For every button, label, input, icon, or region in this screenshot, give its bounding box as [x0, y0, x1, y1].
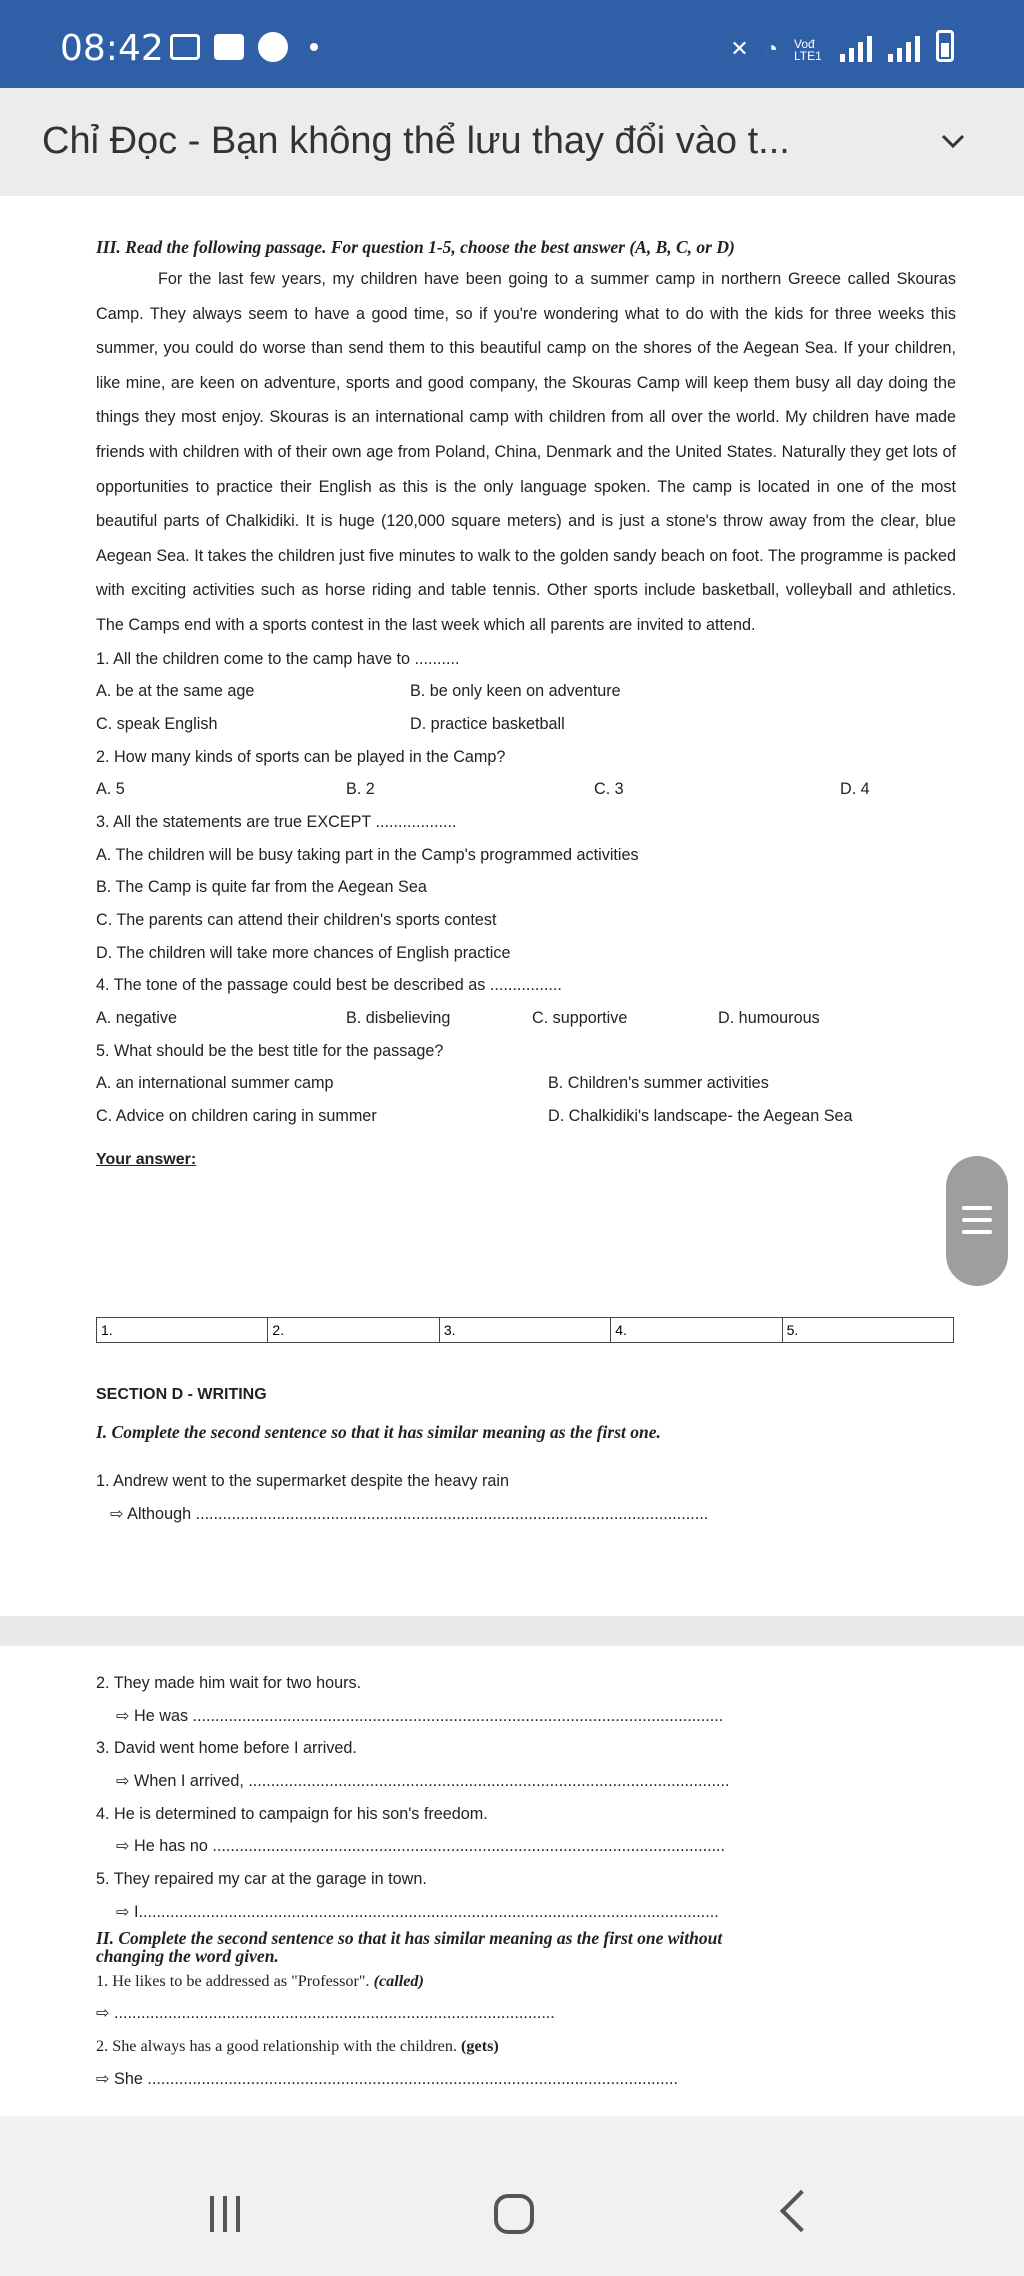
question-2-options — [96, 773, 956, 806]
option-1b: B. be only keen on adventure — [410, 682, 621, 701]
notification-icons — [170, 32, 318, 62]
battery-icon — [936, 30, 954, 62]
writing-q5-answer-line: ⇨ I................................................................................................................................. — [116, 1902, 719, 1921]
answer-cell-4: 4. — [611, 1318, 782, 1342]
writing-p2-q1-word: (called) — [373, 1971, 424, 1990]
option-5d: D. Chalkidiki's landscape- the Aegean Sea — [548, 1107, 853, 1126]
status-bar — [0, 0, 1024, 88]
writing-p2-q1 — [96, 1965, 956, 1998]
writing-q2-answer-line: ⇨ He was ...................................................................................................................... — [116, 1706, 724, 1725]
option-3d: D. The children will take more chances of English practice — [96, 943, 511, 962]
question-4: 4. The tone of the passage could best be described as ................ — [96, 976, 562, 995]
signal-2-icon — [888, 34, 920, 62]
signal-icon — [840, 34, 872, 62]
answer-cell-1: 1. — [97, 1318, 268, 1342]
option-2a: A. 5 — [96, 780, 125, 799]
writing-q3-answer-line: ⇨ When I arrived, ........................................................................................................... — [116, 1772, 730, 1791]
question-3: 3. All the statements are true EXCEPT .................. — [96, 812, 457, 831]
option-3c: C. The parents can attend their children's sports contest — [96, 911, 497, 930]
clock: 08:42 — [60, 28, 164, 69]
writing-q2: 2. They made him wait for two hours. — [96, 1674, 362, 1692]
option-5b: B. Children's summer activities — [548, 1074, 769, 1093]
writing-q4: 4. He is determined to campaign for his son's freedom. — [96, 1804, 488, 1823]
writing-q4-answer-line: ⇨ He has no .................................................................................................................. — [116, 1837, 726, 1856]
reading-instruction: III. Read the following passage. For question 1-5, choose the best answer (A, B, C, or D) — [96, 237, 735, 257]
network-label: Vođ LTE1 — [794, 37, 822, 63]
question-5-options-cd — [96, 1100, 956, 1133]
option-1d: D. practice basketball — [410, 714, 565, 733]
writing-part2-instruction: II. Complete the second sentence so that it has similar meaning as the first one without — [96, 1927, 723, 1948]
reading-passage: For the last few years, my children have been going to a summer camp in northern Greece called Skouras Camp. They always seem to have a good time, so if you're wondering what to do with the kids for three weeks this summer, you could do worse than send them to this beautiful camp on the shores of the Aegean Sea. If your children, like mine, are keen on adventure, sports and good company, the Skouras Camp will keep them busy all day doing the things they most enjoy. Skouras is an international camp with children from all over the world. My children have made friends with children with of their own age from Poland, China, Denmark and the United States. Naturally they get lots of opportunities to practice their English as this is the only language spoken. The camp is located in one of the most beautiful parts of Chalkidiki. It is huge (120,000 square meters) and is just a stone's throw away from the clear, blue Aegean Sea. It takes the children just five minutes to walk to the golden sandy beach on foot. The programme is packed with exciting activities such as horse riding and table tennis. Other sports include basketball, volleyball and athletics. The Camps end with a sports contest in the last week which all parents are invited to attend. — [96, 270, 956, 634]
home-icon[interactable] — [494, 2194, 534, 2234]
writing-section-title: SECTION D - WRITING — [96, 1386, 267, 1403]
recents-icon[interactable] — [210, 2196, 240, 2232]
writing-p2-q1-answer-line: ⇨ .................................................................................................. — [96, 2004, 555, 2023]
banner-title: Chỉ Đọc - Bạn không thể lưu thay đổi vào t... — [42, 120, 790, 162]
more-notifications-icon — [310, 43, 318, 51]
writing-q1: 1. Andrew went to the supermarket despite the heavy rain — [96, 1472, 510, 1490]
facebook-icon — [258, 32, 288, 62]
question-1: 1. All the children come to the camp have to .......... — [96, 649, 460, 668]
option-2b: B. 2 — [346, 780, 375, 799]
writing-q1-answer-line: ⇨ Although .................................................................................................................. — [110, 1504, 709, 1523]
answer-table — [96, 1317, 954, 1343]
option-4b: B. disbelieving — [346, 1009, 451, 1028]
writing-q5: 5. They repaired my car at the garage in town. — [96, 1870, 427, 1889]
option-4d: D. humourous — [718, 1009, 820, 1028]
writing-p2-q2 — [96, 2030, 956, 2063]
wifi-icon: ◔ — [764, 36, 778, 61]
mute-icon: ✕ — [730, 36, 749, 61]
answer-cell-2: 2. — [268, 1318, 439, 1342]
option-5c: C. Advice on children caring in summer — [96, 1107, 377, 1126]
option-5a: A. an international summer camp — [96, 1074, 334, 1093]
question-1-options-ab — [96, 675, 956, 708]
writing-p2-q2-word: (gets) — [461, 2036, 499, 2055]
reading-section — [96, 237, 956, 1169]
writing-p2-q1-text: 1. He likes to be addressed as "Professor". — [96, 1971, 370, 1990]
writing-part2-instruction-cont: changing the word given. — [96, 1945, 279, 1966]
option-3b: B. The Camp is quite far from the Aegean Sea — [96, 878, 427, 897]
question-1-options-cd — [96, 708, 956, 741]
question-2: 2. How many kinds of sports can be played in the Camp? — [96, 747, 506, 766]
system-icons — [730, 30, 954, 62]
option-2d: D. 4 — [840, 780, 870, 799]
writing-part1-instruction: I. Complete the second sentence so that it has similar meaning as the first one. — [96, 1422, 661, 1442]
writing-section — [96, 1386, 956, 1530]
option-1c: C. speak English — [96, 714, 218, 733]
question-5: 5. What should be the best title for the passage? — [96, 1041, 444, 1060]
option-1a: A. be at the same age — [96, 682, 255, 701]
gallery-icon — [170, 34, 200, 60]
option-4c: C. supportive — [532, 1009, 628, 1028]
writing-p2-q2-answer-line: ⇨ She ...................................................................................................................... — [96, 2069, 679, 2088]
question-4-options — [96, 1002, 956, 1035]
zalo-icon — [214, 34, 244, 60]
your-answer-label: Your answer: — [96, 1150, 197, 1168]
writing-q3: 3. David went home before I arrived. — [96, 1739, 357, 1758]
answer-cell-5: 5. — [786, 1322, 799, 1338]
chevron-down-icon[interactable] — [940, 128, 966, 154]
fast-scroll-handle[interactable] — [946, 1156, 1008, 1286]
answer-cell-3: 3. — [440, 1318, 611, 1342]
writing-p2-q2-text: 2. She always has a good relationship with the children. — [96, 2036, 457, 2055]
writing-continued — [96, 1667, 956, 2095]
read-only-banner[interactable] — [0, 88, 1024, 197]
option-3a: A. The children will be busy taking part in the Camp's programmed activities — [96, 845, 639, 864]
question-5-options-ab — [96, 1067, 956, 1100]
option-2c: C. 3 — [594, 780, 624, 799]
option-4a: A. negative — [96, 1009, 177, 1028]
